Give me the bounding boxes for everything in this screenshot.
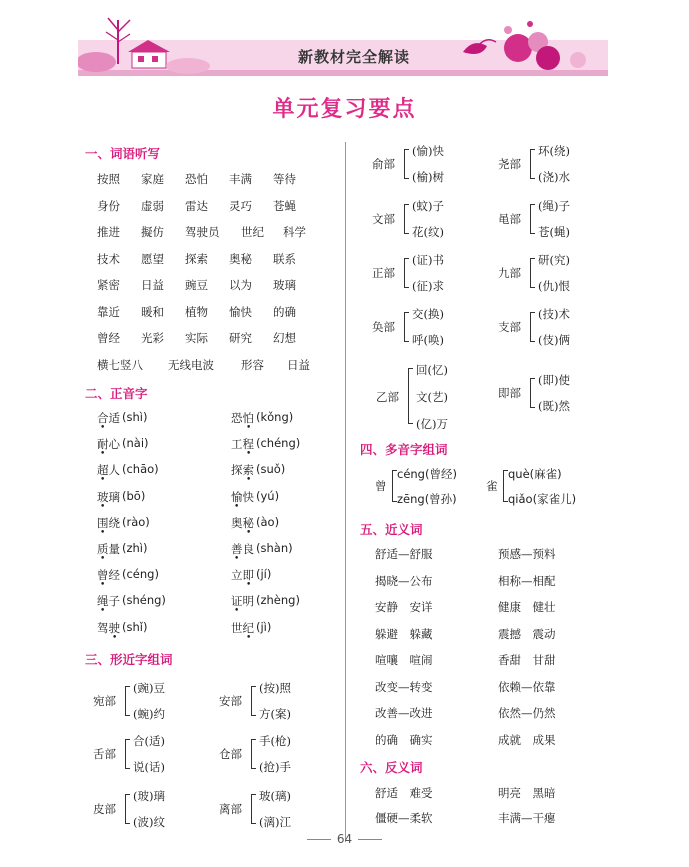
pinyin: (céng) <box>122 567 159 582</box>
group-label: 九部 <box>498 266 521 280</box>
pronunciation-word: 善良 <box>231 542 254 556</box>
brace <box>125 686 130 716</box>
brace <box>404 312 409 342</box>
page-title: 单元复习要点 <box>272 97 417 122</box>
dictation-word: 推进 <box>97 225 120 239</box>
group-word: (榆)树 <box>412 170 444 184</box>
polyphone-reading: céng(曾经) <box>397 467 457 481</box>
emphasis-dot: • <box>234 554 240 564</box>
group-label: 舌部 <box>93 747 116 761</box>
dictation-word: 愉快 <box>229 304 252 319</box>
page-number: 64 <box>336 832 353 846</box>
group-label: 文部 <box>372 212 395 226</box>
pronunciation-word: 证明 <box>231 594 254 609</box>
pinyin: (zhèng) <box>256 593 300 608</box>
group-word: (亿)万 <box>416 417 448 431</box>
synonym-pair: 喧嚷 喧闹 <box>375 653 433 667</box>
group-word: (既)然 <box>538 399 570 413</box>
group-word: (绳)子 <box>538 199 570 213</box>
group-word: 合(适) <box>133 734 165 748</box>
polyphone-reading: què(麻雀) <box>508 467 562 481</box>
dictation-word: 苍蝇 <box>273 198 296 213</box>
pronunciation-word: 绳子 <box>97 594 120 609</box>
emphasis-dot: • <box>100 475 106 486</box>
dictation-word: 实际 <box>185 331 208 345</box>
synonym-pair: 成就 成果 <box>498 732 556 747</box>
section-heading-pronunciation: 二、正音字 <box>85 386 148 401</box>
group-label: 支部 <box>498 320 521 334</box>
dictation-word: 光彩 <box>141 331 164 345</box>
group-word: (漓)江 <box>259 815 291 829</box>
dictation-word: 暖和 <box>141 304 164 319</box>
dictation-word: 玻璃 <box>273 278 296 292</box>
pinyin: (chāo) <box>122 462 159 477</box>
pronunciation-word: 立即 <box>231 568 254 583</box>
pinyin: (shàn) <box>256 541 293 555</box>
group-word: (蚊)子 <box>412 199 444 213</box>
pinyin: (rào) <box>122 514 150 529</box>
dictation-word: 世纪 <box>241 225 264 239</box>
emphasis-dot: • <box>246 423 252 433</box>
group-word: 玻(璃) <box>259 789 291 803</box>
dictation-word: 的确 <box>273 304 296 319</box>
group-label: 仓部 <box>219 747 242 761</box>
brace <box>530 258 535 288</box>
pinyin: (kǒng) <box>256 410 294 424</box>
emphasis-dot: • <box>246 632 252 643</box>
dictation-word: 恐怕 <box>185 172 208 186</box>
emphasis-dot: • <box>112 632 118 643</box>
polyphone-char: 雀 <box>486 479 498 493</box>
dictation-word: 联系 <box>273 251 296 266</box>
dictation-word: 擬仿 <box>141 225 164 239</box>
section-heading-dictation: 一、词语听写 <box>85 146 161 161</box>
banner-decoration <box>78 12 608 78</box>
group-label: 离部 <box>219 802 242 816</box>
group-label: 乙部 <box>376 390 399 404</box>
emphasis-dot: • <box>246 527 252 538</box>
brace <box>530 312 535 342</box>
pronunciation-word: 质量 <box>97 542 120 556</box>
emphasis-dot: • <box>100 527 106 538</box>
synonym-pair: 健康 健壮 <box>498 600 556 614</box>
dictation-word: 横七竖八 <box>97 357 143 372</box>
dictation-word: 科学 <box>283 225 306 239</box>
emphasis-dot: • <box>100 554 106 564</box>
group-word: (按)照 <box>259 681 291 695</box>
group-word: 文(艺) <box>416 390 448 404</box>
pronunciation-word: 恐怕 <box>231 411 254 425</box>
pronunciation-word: 驾驶 <box>97 620 120 635</box>
dictation-word: 愿望 <box>141 251 164 266</box>
pronunciation-word: 曾经 <box>97 568 120 583</box>
group-word: (即)使 <box>538 373 570 387</box>
group-word: 方(案) <box>259 707 291 721</box>
antonym-pair: 明亮 黑暗 <box>498 786 556 800</box>
dictation-word: 无线电波 <box>168 357 214 372</box>
dictation-word: 奥秘 <box>229 251 252 266</box>
dictation-word: 灵巧 <box>229 198 252 213</box>
dictation-word: 雷达 <box>185 198 208 213</box>
brace <box>125 794 130 824</box>
emphasis-dot: • <box>100 501 106 512</box>
pinyin: (chéng) <box>256 436 301 451</box>
brace <box>404 258 409 288</box>
pinyin: (shéng) <box>122 593 166 608</box>
page-footer <box>0 832 689 846</box>
synonym-pair: 揭晓—公布 <box>375 573 433 588</box>
brace <box>251 794 256 824</box>
dictation-word: 靠近 <box>97 304 120 319</box>
group-word: (豌)豆 <box>133 681 165 695</box>
group-word: 花(纹) <box>412 225 444 239</box>
section-heading-polyphones: 四、多音字组词 <box>360 442 448 457</box>
column-divider <box>345 142 346 842</box>
pronunciation-word: 工程 <box>231 437 254 452</box>
brace <box>530 149 535 179</box>
dictation-word: 幻想 <box>273 331 296 345</box>
group-label: 尧部 <box>498 157 521 171</box>
synonym-pair: 依赖—依靠 <box>498 679 556 694</box>
brace <box>251 739 256 769</box>
section-heading-synonyms: 五、近义词 <box>360 522 423 537</box>
pinyin: (nài) <box>122 436 149 451</box>
emphasis-dot: • <box>100 449 106 460</box>
dictation-word: 按照 <box>97 172 120 186</box>
dictation-word: 豌豆 <box>185 278 208 292</box>
section-heading-similar-chars: 三、形近字组词 <box>85 652 173 667</box>
antonym-pair: 舒适 难受 <box>375 786 433 800</box>
group-label: 安部 <box>219 694 242 708</box>
dictation-word: 身份 <box>97 198 120 213</box>
group-word: (仇)恨 <box>538 279 570 293</box>
synonym-pair: 改善—改进 <box>375 706 433 720</box>
group-word: (蜿)约 <box>133 707 165 721</box>
synonym-pair: 预感—预料 <box>498 547 556 561</box>
emphasis-dot: • <box>100 423 106 433</box>
dictation-word: 日益 <box>141 278 164 292</box>
pinyin: (zhì) <box>122 541 148 555</box>
pronunciation-word: 超人 <box>97 463 120 478</box>
pinyin: (yú) <box>256 488 280 503</box>
synonym-pair: 震撼 震动 <box>498 626 556 641</box>
header-banner <box>78 12 608 78</box>
group-label: 宛部 <box>93 694 116 708</box>
brace <box>404 204 409 234</box>
pronunciation-word: 耐心 <box>97 437 120 452</box>
group-label: 奂部 <box>372 320 395 334</box>
synonym-pair: 改变—转变 <box>375 679 433 694</box>
group-word: 苍(蝇) <box>538 225 570 239</box>
pinyin: (jì) <box>256 619 272 634</box>
group-label: 俞部 <box>372 157 395 171</box>
pinyin: (jí) <box>256 567 272 582</box>
brace <box>404 149 409 179</box>
synonym-pair: 香甜 甘甜 <box>498 653 556 667</box>
section-heading-antonyms: 六、反义词 <box>360 760 423 775</box>
dictation-word: 紧密 <box>97 278 120 292</box>
synonym-pair: 相称—相配 <box>498 573 556 588</box>
group-word: (征)求 <box>412 279 444 293</box>
pronunciation-word: 围绕 <box>97 515 120 530</box>
footer-line-right <box>358 839 382 840</box>
pronunciation-word: 愉快 <box>231 489 254 504</box>
dictation-word: 研究 <box>229 331 252 345</box>
emphasis-dot: • <box>246 580 252 591</box>
group-word: 呼(唤) <box>412 333 444 347</box>
group-word: (抢)手 <box>259 760 291 774</box>
synonym-pair: 的确 确实 <box>375 732 433 747</box>
footer-line-left <box>307 839 331 840</box>
group-word: 交(换) <box>412 307 444 321</box>
antonym-pair: 丰满—干瘪 <box>498 811 556 825</box>
pronunciation-word: 玻璃 <box>97 489 120 504</box>
dictation-word: 虚弱 <box>141 198 164 213</box>
pronunciation-word: 世纪 <box>231 620 254 635</box>
dictation-word: 曾经 <box>97 331 120 345</box>
synonym-pair: 依然—仍然 <box>498 706 556 720</box>
group-word: 手(枪) <box>259 734 291 748</box>
dictation-word: 等待 <box>273 172 296 186</box>
dictation-word: 家庭 <box>141 172 164 186</box>
emphasis-dot: • <box>100 580 106 591</box>
dictation-word: 日益 <box>287 357 310 372</box>
brace <box>408 368 413 424</box>
brace <box>530 204 535 234</box>
pronunciation-word: 合适 <box>97 411 120 425</box>
group-label: 黾部 <box>498 212 521 226</box>
emphasis-dot: • <box>246 449 252 460</box>
brace <box>125 739 130 769</box>
dictation-word: 植物 <box>185 304 208 319</box>
pinyin: (suǒ) <box>256 462 286 477</box>
banner-title: 新教材完全解读 <box>298 48 411 66</box>
dictation-word: 驾驶员 <box>185 225 220 239</box>
emphasis-dot: • <box>246 475 252 486</box>
polyphone-reading: qiǎo(家雀儿) <box>508 492 577 506</box>
pinyin: (bō) <box>122 488 146 503</box>
brace <box>251 686 256 716</box>
synonym-pair: 安静 安详 <box>375 600 433 614</box>
polyphone-reading: zēng(曾孙) <box>397 492 457 506</box>
synonym-pair: 舒适—舒服 <box>375 547 433 561</box>
brace <box>530 378 535 408</box>
dictation-word: 探索 <box>185 251 208 266</box>
group-word: (证)书 <box>412 253 444 267</box>
dictation-word: 以为 <box>229 278 252 292</box>
group-word: (波)纹 <box>133 815 165 829</box>
group-word: (伎)俩 <box>538 333 570 347</box>
group-word: (愉)快 <box>412 144 444 158</box>
group-word: 研(究) <box>538 253 570 267</box>
group-label: 正部 <box>372 266 395 280</box>
group-word: 说(话) <box>133 760 165 774</box>
group-word: (浇)水 <box>538 170 570 184</box>
pinyin: (shǐ) <box>122 619 148 634</box>
emphasis-dot: • <box>234 606 240 617</box>
group-label: 皮部 <box>93 802 116 816</box>
group-word: 回(忆) <box>416 363 448 377</box>
pinyin: (ào) <box>256 514 280 529</box>
dictation-word: 丰满 <box>229 172 252 186</box>
group-label: 即部 <box>498 386 521 400</box>
synonym-pair: 躲避 躲藏 <box>375 626 433 641</box>
pinyin: (shì) <box>122 410 148 424</box>
polyphone-char: 曾 <box>375 479 387 493</box>
pronunciation-word: 探索 <box>231 463 254 478</box>
group-word: (玻)璃 <box>133 789 165 803</box>
pronunciation-word: 奥秘 <box>231 515 254 530</box>
emphasis-dot: • <box>100 606 106 617</box>
emphasis-dot: • <box>234 501 240 512</box>
antonym-pair: 僵硬—柔软 <box>375 811 433 825</box>
group-word: (技)术 <box>538 307 570 321</box>
group-word: 环(绕) <box>538 144 570 158</box>
dictation-word: 形容 <box>241 357 264 372</box>
dictation-word: 技术 <box>97 251 120 266</box>
